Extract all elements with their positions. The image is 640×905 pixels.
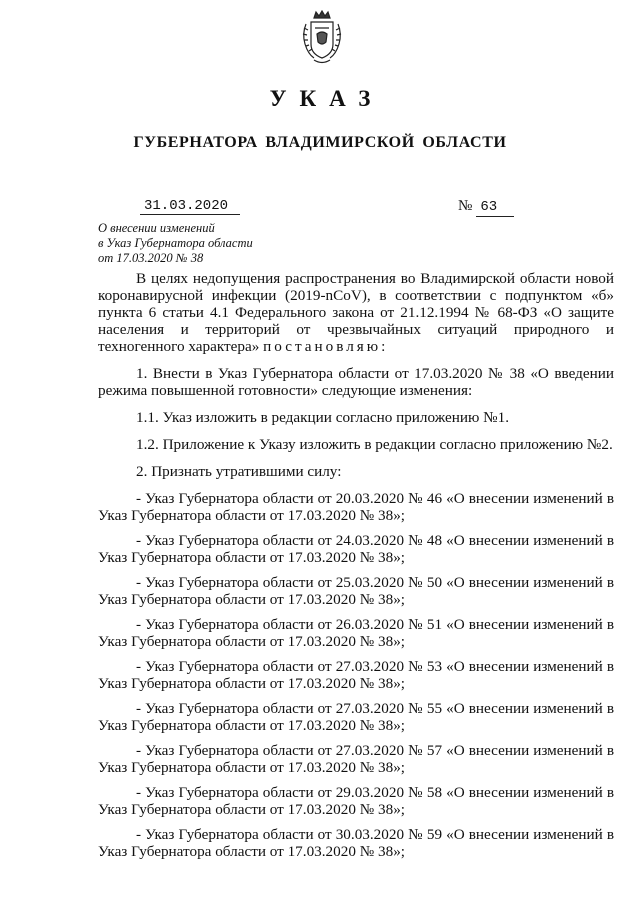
repealed-item: - Указ Губернатора области от 20.03.2020 № 46 «О внесении изменений в Указ Губернатора области от 17.03.2020 № 38»; [98, 490, 614, 524]
repealed-item: - Указ Губернатора области от 30.03.2020 № 59 «О внесении изменений в Указ Губернатора области от 17.03.2020 № 38»; [98, 826, 614, 860]
preamble-text: В целях недопущения распространения во Владимирской области новой коронавирусной инфекции (2019-nCoV), в соответствии с подпунктом «б» пункта 6 статьи 4.1 Федерального закона от 21.12.1994 № 68-ФЗ «О защите населения и территорий от чрезвычайных ситуаций природного и техногенного характера» [98, 270, 614, 355]
repealed-item: - Указ Губернатора области от 27.03.2020 № 57 «О внесении изменений в Указ Губернатора области от 17.03.2020 № 38»; [98, 742, 614, 776]
repealed-item: - Указ Губернатора области от 25.03.2020 № 50 «О внесении изменений в Указ Губернатора области от 17.03.2020 № 38»; [98, 574, 614, 608]
subject-line: в Указ Губернатора области [98, 236, 253, 250]
decree-number: 63 [476, 198, 514, 217]
preamble-paragraph [98, 270, 614, 355]
item-paragraph: 2. Признать утратившими силу: [136, 463, 342, 480]
subject-line: от 17.03.2020 № 38 [98, 251, 204, 265]
repealed-item: - Указ Губернатора области от 27.03.2020 № 55 «О внесении изменений в Указ Губернатора области от 17.03.2020 № 38»; [98, 700, 614, 734]
decree-subject [98, 221, 318, 266]
item-paragraph: 1.1. Указ изложить в редакции согласно приложению №1. [136, 409, 510, 426]
document-title: УКАЗ [269, 86, 384, 111]
repealed-item: - Указ Губернатора области от 29.03.2020 № 58 «О внесении изменений в Указ Губернатора области от 17.03.2020 № 38»; [98, 784, 614, 818]
item-paragraph: 1. Внести в Указ Губернатора области от 17.03.2020 № 38 «О введении режима повышенной готовности» следующие изменения: [98, 365, 614, 399]
number-sign: № [458, 198, 473, 214]
decree-body [98, 270, 614, 868]
subject-line: О внесении изменений [98, 221, 215, 235]
repealed-item: - Указ Губернатора области от 24.03.2020 № 48 «О внесении изменений в Указ Губернатора области от 17.03.2020 № 38»; [98, 532, 614, 566]
decree-number-block [458, 197, 514, 217]
decree-date: 31.03.2020 [140, 198, 240, 215]
coat-of-arms-icon [300, 10, 344, 66]
decree-word: постановляю: [263, 338, 389, 355]
repealed-item: - Указ Губернатора области от 26.03.2020 № 51 «О внесении изменений в Указ Губернатора области от 17.03.2020 № 38»; [98, 616, 614, 650]
document-subtitle: ГУБЕРНАТОРА ВЛАДИМИРСКОЙ ОБЛАСТИ [133, 134, 507, 151]
repealed-item: - Указ Губернатора области от 27.03.2020 № 53 «О внесении изменений в Указ Губернатора области от 17.03.2020 № 38»; [98, 658, 614, 692]
item-paragraph: 1.2. Приложение к Указу изложить в редакции согласно приложению №2. [136, 436, 613, 453]
